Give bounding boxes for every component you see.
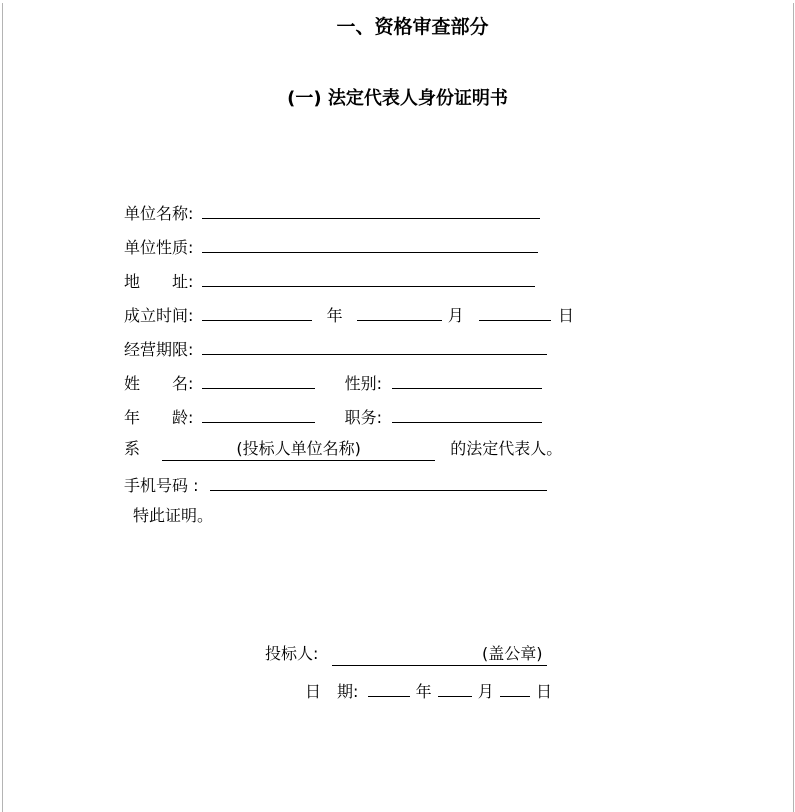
age-label: 年 龄: [124, 408, 194, 427]
unit-nature-label: 单位性质: [124, 238, 194, 257]
date-year-label: 年 [415, 682, 432, 701]
signature-row-date [305, 678, 552, 703]
address-blank[interactable] [202, 268, 535, 287]
date-label: 日 期: [305, 682, 359, 701]
rep-prefix-label: 系 [124, 439, 141, 458]
unit-name-blank[interactable] [202, 200, 540, 219]
mobile-label: 手机号码 : [124, 476, 199, 495]
rep-suffix-label: 的法定代表人。 [450, 439, 563, 458]
position-blank[interactable] [392, 404, 542, 423]
field-row-unit-nature [124, 234, 538, 259]
date-month-blank[interactable] [438, 678, 472, 697]
field-row-business-term [124, 336, 547, 361]
business-term-blank[interactable] [202, 336, 547, 355]
field-row-age-position [124, 404, 542, 429]
field-row-name-gender [124, 370, 542, 395]
field-row-established [124, 302, 574, 327]
bidder-label: 投标人: [265, 644, 319, 663]
business-term-label: 经营期限: [124, 340, 194, 359]
field-row-unit-name [124, 200, 540, 225]
section-title: 一、资格审查部分 [336, 16, 489, 38]
unit-nature-blank[interactable] [202, 234, 538, 253]
person-name-blank[interactable] [202, 370, 315, 389]
address-label: 地 址: [124, 272, 194, 291]
date-day-label: 日 [536, 682, 553, 701]
established-year-label: 年 [326, 306, 343, 325]
field-row-address [124, 268, 535, 293]
field-row-representative [124, 438, 562, 461]
unit-name-label: 单位名称: [124, 204, 194, 223]
age-blank[interactable] [202, 404, 315, 423]
gender-label: 性别: [344, 374, 382, 393]
date-month-label: 月 [477, 682, 494, 701]
position-label: 职务: [344, 408, 382, 427]
signature-row-bidder [265, 643, 547, 666]
established-year-blank[interactable] [202, 302, 312, 321]
date-year-blank[interactable] [368, 678, 410, 697]
bidder-seal-blank[interactable]: (盖公章) [332, 643, 547, 666]
page-right-border [793, 3, 794, 812]
closing-statement [133, 505, 213, 527]
closing-label: 特此证明。 [133, 506, 214, 525]
mobile-blank[interactable] [210, 472, 547, 491]
field-row-mobile [124, 472, 547, 497]
established-label: 成立时间: [124, 306, 194, 325]
established-day-blank[interactable] [479, 302, 551, 321]
rep-unit-blank[interactable]: (投标人单位名称) [162, 438, 435, 461]
date-day-blank[interactable] [500, 678, 530, 697]
established-day-label: 日 [558, 306, 575, 325]
page-left-border [2, 3, 3, 812]
established-month-label: 月 [447, 306, 464, 325]
established-month-blank[interactable] [357, 302, 442, 321]
form-title: (一) 法定代表人身份证明书 [287, 88, 508, 109]
gender-blank[interactable] [392, 370, 542, 389]
person-name-label: 姓 名: [124, 374, 194, 393]
